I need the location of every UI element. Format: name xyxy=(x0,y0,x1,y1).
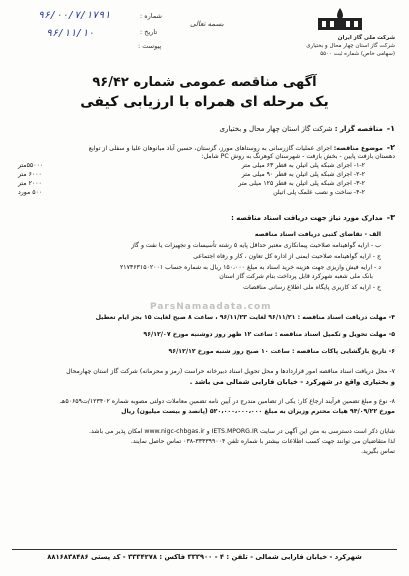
section-8: ۸- نوع و مبلغ تضمین فرآیند ارجاع کار: یکی از تضامین مندرج در آیین نامه تضمین معاملات دولتی مصوبه شماره ۱۲۳۴۰۲/ت۵۰۶۵۹هـ xyxy=(60,398,395,405)
tender-subtitle: یک مرحله ای همراه با ارزیابی کیفی xyxy=(80,94,329,110)
section-3-b: ب - ارایه گواهینامه صلاحیت پیمانکاری معتبر حداقل پایه ۵ رشته تأسیسات و تجهیزات یا نفت و گاز xyxy=(131,242,381,249)
company-line1: شرکت ملی گاز ایران xyxy=(337,35,395,41)
section-7: ۷- محل دریافت اسناد مناقصه امور قراردادها و محل تحویل اسناد دبیرخانه حراست (رمز و محرمانه) شرکت گاز استان چهارمحال xyxy=(66,368,395,375)
item-3-size: ۲۰۰۰ متر xyxy=(18,180,42,187)
number-label: شماره : xyxy=(140,12,162,20)
footer-divider xyxy=(12,549,397,550)
contact-note-end: تماس بگیرید. xyxy=(360,448,395,455)
tender-title: آگهی مناقصه عمومی شماره ۹۶/۴۲ xyxy=(92,75,317,90)
section-3-d-cont: بانک ملی شعبه شهرکرد قابل پرداخت بنام شرکت گاز استان xyxy=(219,273,373,280)
date-label: تاریخ : xyxy=(140,28,158,36)
section-2-cont: دهستان بازفت پایین - بخش بازفت - شهرستان کوهرنگ به روش PC شامل: xyxy=(201,153,395,160)
item-2-size: ۶۰۰۰ متر xyxy=(18,171,42,178)
company-line2: شرکت گاز استان چهار محال و بختیاری xyxy=(306,43,395,49)
attachment-label: پیوست : xyxy=(138,42,162,50)
section-5: ۵- مهلت تحویل و تکمیل اسناد مناقصه : ساعت ۱۲ ظهر روز دوشنبه مورخ ۹۶/۱۲/۰۷ xyxy=(143,331,395,338)
section-7-cont: و بختیاری واقع در شهرکرد - خیابان فارابی شمالی می باشد . xyxy=(189,378,395,386)
section-3-a: الف - تقاضای کتبی دریافت اسناد مناقصه xyxy=(254,231,381,238)
company-line3: (سهامی خاص) شماره ثبت ۵۵۰۰ xyxy=(320,51,395,57)
item-4: ۴-۲- ساخت و نصب علمک پلی اتیلن xyxy=(273,189,365,196)
watermark: ParsNamaadata.com xyxy=(150,302,272,312)
footer-address: شهرکرد - خیابان فارابی شمالی - تلفن : ۴ - ۳۳۳۹۰۰ فاکس : ۳۳۳۴۲۷۸ - کد پستی ۸۸۱۶۸۳۸۴۸۶ xyxy=(47,553,362,561)
item-3: ۳-۲- اجرای شبکه پلی اتیلن به قطر ۱۲۵ میلی متر xyxy=(238,180,365,187)
item-2: ۲-۲- اجرای شبکه پلی اتیلن به قطر ۹۰ میلی متر xyxy=(241,171,365,178)
section-6: ۶- تاریخ بازگشایی پاکات مناقصه : ساعت ۱۰ صبح روز شنبه مورخ ۹۶/۱۲/۱۲ xyxy=(168,348,395,355)
section-1: ۱-مناقصه گزار : شرکت گاز استان چهار محال و بختیاری xyxy=(219,124,395,133)
company-info xyxy=(255,34,395,58)
item-4-size: ۵۰۰ مورد xyxy=(18,189,43,196)
section-2: ۲-موضوع مناقصه: اجرای عملیات گازرسانی به روستاهای مورز، گزستان، حسین آباد میانوهان علیا و سفلی از توابع xyxy=(88,143,395,152)
section-4: ۴- مهلت دریافت اسناد مناقصه : ۹۶/۱۱/۲۱ لغایت ۹۶/۱۱/۲۳ ، ساعت ۸ صبح لغایت ۱۵ بجز ایام تعطیل xyxy=(95,314,395,321)
section-3-e: ح - ارایه کد کاربری پایگاه ملی اطلاع رسانی مناقصات xyxy=(243,284,381,291)
letter-date: ۹۶/۱۱/۱۰ xyxy=(46,28,95,39)
section-3-c: ج - ارایه گواهینامه صلاحیت ایمنی از اداره کل تعاون ، کار و رفاه اجتماعی xyxy=(193,253,381,260)
section-8-cont: مورخ ۹۴/۰۹/۲۲ هیات محترم وزیران به مبلغ ۵۲۰،۰۰۰،۰۰۰،۰۰۰ (پانصد و بیست میلیون) ریال xyxy=(121,408,395,415)
section-3: ۳-مدارک مورد نیاز جهت دریافت اسناد مناقصه : xyxy=(231,213,395,222)
section-3-d: د - ارایه فیش واریزی جهت هزینه خرید اسناد به مبلغ ۱۵۰،۰۰۰ ریال به شماره حساب ۲۱۷۳۶۳۱۵۰۲۰۰۱ xyxy=(119,264,381,271)
besm-heading: بسمه تعالی xyxy=(190,20,224,28)
item-1: ۱-۲- اجرای شبکه پلی اتیلن به قطر ۶۳ میلی متر xyxy=(241,162,365,169)
item-1-size: ۵۵۰۰۰متر xyxy=(18,162,44,169)
company-logo-icon xyxy=(316,6,364,34)
letter-number: ۹۶/۰۰/۷/۱۷۹۱ xyxy=(38,10,111,21)
contact-note: لذا متقاضیان می توانند جهت کسب اطلاعات بیشتر با شماره تلفن ۳۳۳۳۹۹۰۰۴-۰۳۸ تماس حاصل نمایند. xyxy=(130,438,395,445)
website-note: شایان ذکر است دسترسی به متن این آگهی در سایت IETS.MPORG.IR و www.nigc-chbgas.ir امکان پذیر می باشد. xyxy=(89,428,395,435)
